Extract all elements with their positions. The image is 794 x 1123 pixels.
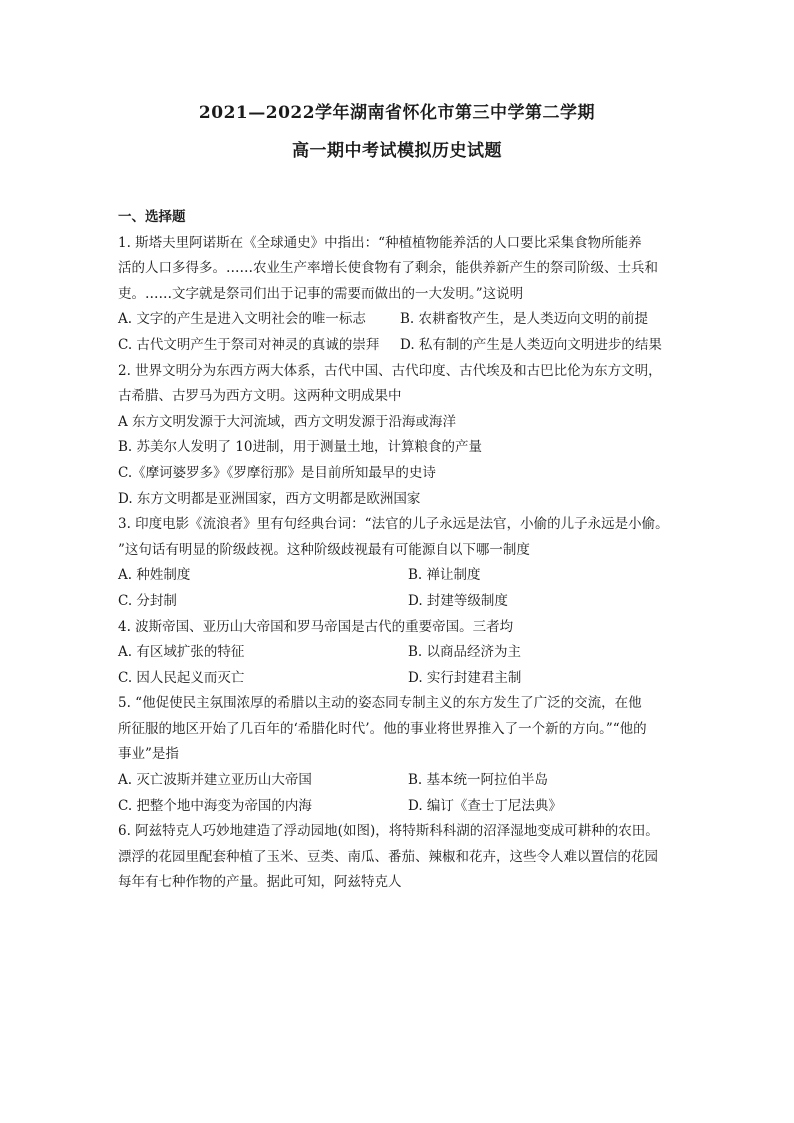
option-d: D. 实行封建君主制	[408, 669, 522, 686]
question-1	[118, 231, 678, 359]
question-text-line: 吏。……文字就是祭司们出于记事的需要而做出的一大发明。”这说明	[118, 285, 524, 302]
option-b: B. 禅让制度	[408, 567, 481, 584]
option-row	[118, 666, 678, 692]
question-text-line: 4. 波斯帝国、亚历山大帝国和罗马帝国是古代的重要帝国。三者均	[118, 618, 514, 635]
question-text-line: 1. 斯塔夫里阿诺斯在《全球通史》中指出：“种植植物能养活的人口要比采集食物所能养	[118, 234, 642, 251]
exam-title-line2: 高一期中考试模拟历史试题	[292, 141, 502, 161]
option-a: A. 灭亡波斯并建立亚历山大帝国	[118, 772, 312, 789]
question-text-line: 6. 阿兹特克人巧妙地建造了浮动园地(如图)，将特斯科科湖的沼泽湿地变成可耕种的农田。	[118, 823, 659, 840]
question-5	[118, 691, 678, 819]
question-text-line: 事业”是指	[118, 746, 179, 763]
exam-title-line1: 2021—2022学年湖南省怀化市第三中学第二学期	[198, 103, 596, 123]
question-text-line: 每年有七种作物的产量。据此可知，阿兹特克人	[118, 874, 402, 891]
option-row	[118, 768, 678, 794]
option-d: D. 编订《查士丁尼法典》	[408, 797, 562, 814]
option-c: C. 把整个地中海变为帝国的内海	[118, 797, 312, 814]
question-text-line: 5. “他促使民主氛围浓厚的希腊以主动的姿态同专制主义的东方发生了广泛的交流，在他	[118, 695, 642, 712]
question-text-line: 3. 印度电影《流浪者》里有句经典台词：“法官的儿子永远是法官，小偷的儿子永远是小偷。	[118, 516, 669, 533]
question-6	[118, 819, 678, 896]
question-text-line: 2. 世界文明分为东西方两大体系，古代中国、古代印度、古代埃及和古巴比伦为东方文明，	[118, 362, 662, 379]
option-a: A. 文字的产生是进入文明社会的唯一标志	[118, 311, 366, 328]
option-d: D. 私有制的产生是人类迈向文明进步的结果	[400, 336, 662, 353]
option-b: B. 苏美尔人发明了 10进制，用于测量土地，计算粮食的产量	[118, 439, 482, 456]
option-c: C. 因人民起义而灭亡	[118, 669, 245, 686]
option-row	[118, 307, 678, 333]
option-d: D. 封建等级制度	[408, 592, 508, 609]
option-b: B. 基本统一阿拉伯半岛	[408, 772, 549, 789]
option-d: D. 东方文明都是亚洲国家，西方文明都是欧洲国家	[118, 490, 421, 507]
question-2	[118, 359, 678, 513]
question-text-line: ”这句话有明显的阶级歧视。这种阶级歧视最有可能源自以下哪一制度	[118, 541, 530, 558]
section-heading: 一、选择题	[118, 209, 186, 225]
question-text-line: 漂浮的花园里配套种植了玉米、豆类、南瓜、番茄、辣椒和花卉，这些令人难以置信的花园	[118, 848, 658, 865]
option-a: A. 种姓制度	[118, 567, 191, 584]
option-c: C. 分封制	[118, 592, 177, 609]
option-row	[118, 794, 678, 820]
option-row	[118, 589, 678, 615]
question-text-line: 所征服的地区开始了几百年的‘希腊化时代’。他的事业将世界推入了一个新的方向。”“他的	[118, 720, 647, 737]
question-4	[118, 615, 678, 692]
option-b: B. 以商品经济为主	[408, 644, 522, 661]
option-c: C. 古代文明产生于祭司对神灵的真诚的崇拜	[118, 336, 380, 353]
option-row	[118, 333, 678, 359]
option-row	[118, 640, 678, 666]
option-row	[118, 563, 678, 589]
option-a: A. 有区域扩张的特征	[118, 644, 245, 661]
option-b: B. 农耕畜牧产生，是人类迈向文明的前提	[400, 311, 649, 328]
question-3	[118, 512, 678, 614]
option-c: C.《摩诃婆罗多》《罗摩衍那》是目前所知最早的史诗	[118, 464, 436, 481]
question-text-line: 古希腊、古罗马为西方文明。这两种文明成果中	[118, 388, 402, 405]
option-a: A 东方文明发源于大河流域，西方文明发源于沿海或海洋	[118, 413, 457, 430]
question-text-line: 活的人口多得多。……农业生产率增长使食物有了剩余，能供养新产生的祭司阶级、士兵和	[118, 260, 658, 277]
exam-body	[118, 205, 678, 896]
